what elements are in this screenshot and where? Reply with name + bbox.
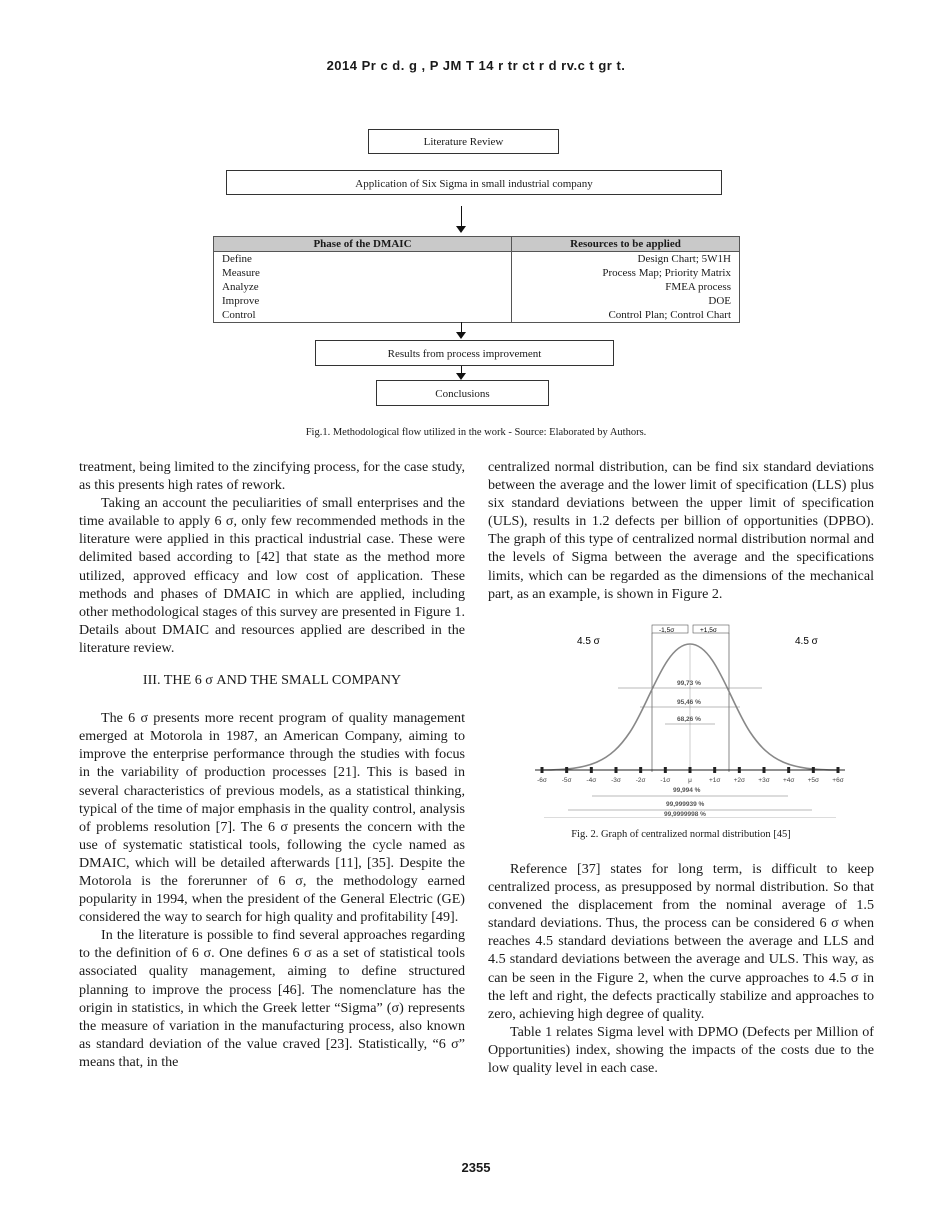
left-paragraph-2: Taking an account the peculiarities of small enterprises and the time available to apply 6 σ, only few recommended methods in the literature were applied in this practical industrial case. These were delimited based according to [42] that state as the method more utilized, approved efficacy and low cost of application. These methods and phases of DMAIC in which are applied, including other methodological stages of this survey are presented in Figure 1. Details about DMAIC and resources applied are described in the literature review. [79,495,465,656]
axis-tick [689,767,692,773]
table-row [214,252,740,267]
pct-9973-label: 99,73 % [677,680,701,687]
phase-cell: Analyze [214,280,512,294]
resources-cell: Process Map; Priority Matrix [512,266,740,280]
literature-review-label: Literature Review [423,136,504,148]
flow-arrow-3 [461,366,462,373]
application-label: Application of Six Sigma in small industrial company [355,178,593,190]
table-row [214,294,740,308]
axis-tick [787,767,790,773]
axis-tick [639,767,642,773]
right-paragraph-2: Reference [37] states for long term, is difficult to keep centralized process, as presupposed by normal distribution. So that convened the displacement from the nominal average of 1.5 standard deviations. Thus, the process can be considered 6 σ when reaches 4.5 standard deviations between the average and LLS and 4.5 standard deviations between the average and ULS. This way, as can be seen in the Figure 2, when the curve approaches to 4.5 σ in the left and right, the defects practically stabilize and approaches to zero, achieving high degree of quality. [488,861,874,1022]
table-row [214,280,740,294]
right-sigma-label: 4.5 σ [795,636,818,647]
right-paragraph-3: Table 1 relates Sigma level with DPMO (Defects per Million of Opportunities) index, showing the impacts of the costs due to the low quality level in each case. [488,1023,874,1077]
conclusions-box [376,380,549,406]
axis-tick-label: -3σ [611,777,621,784]
pct-6826-label: 68,26 % [677,716,701,723]
table-row [214,308,740,323]
results-label: Results from process improvement [387,348,542,360]
resources-cell: DOE [512,294,740,308]
left-paragraph-4: In the literature is possible to find several approaches regarding to the definition of 6 σ. One defines 6 σ as a set of statistical tools associated quality management, aiming to define structured planning to improve the process [46]. The nomenclature has the origin in statistics, in which the Greek letter “Sigma” (σ) represents the measure of variation in the manufacturing process, also known as standard deviation of the value craved [23]. Statistically, “6 σ” means that, in the [79,927,465,1070]
axis-tick-label: -1σ [660,777,671,784]
dmaic-table [213,236,740,323]
running-header: 2014 Pr c d. g , P JM T 14 r tr ct r d rv.c t gr t. [326,58,626,73]
shift-left-label: -1,5σ [659,627,675,634]
application-box [226,170,722,195]
right-column-bottom [488,860,874,1077]
axis-tick-label: +2σ [733,777,746,784]
left-paragraph-1: treatment, being limited to the zincifying process, for the case study, as this presents high rates of rework. [79,459,465,494]
left-paragraph-3: The 6 σ presents more recent program of quality management emerged at Motorola in 1987, an American Company, aiming to improve the enterprise performance through the studies with focus in the variability of production processes [21]. This is based in several characteristics of previous models, as a statistical thinking, typical of the time of major emphasis in the quality control, analysis of problems resolution [7]. The 6 σ presents the concern with the use of systematic statistical tools, following the cycle named as DMAIC, which will be detailed afterwards [11], [35]. Despite the Motorola is the forerunner of 6 σ, the methodology earned popularity in 1994, when the president of the General Electric (GE) considered the way to search for high quality and profitability [49]. [79,710,465,926]
flow-arrow-1 [461,206,462,226]
axis-tick-label: +6σ [832,777,844,784]
pct-9546-label: 95,46 % [677,699,701,706]
figure-2-normal-distribution [530,622,850,818]
left-column [79,458,465,1071]
table-row [214,266,740,280]
axis-tick-label: -6σ [537,777,547,784]
resources-cell: Control Plan; Control Chart [512,308,740,323]
axis-tick-label: -4σ [586,777,597,784]
phase-cell: Define [214,252,512,267]
axis-tick-label: +4σ [782,777,795,784]
pct-99994-label: 99,994 % [673,787,701,794]
phase-cell: Measure [214,266,512,280]
axis-tick [763,767,766,773]
axis-tick [541,767,544,773]
shift-right-label: +1,5σ [700,627,717,634]
axis-tick [738,767,741,773]
axis-tick-label: -2σ [635,777,646,784]
resources-cell: Design Chart; 5W1H [512,252,740,267]
axis-tick [565,767,568,773]
axis-tick-label: +1σ [708,777,721,784]
flow-arrowhead-2 [456,332,466,339]
literature-review-box [368,129,559,154]
axis-tick-label: μ [688,777,692,784]
results-box [315,340,614,366]
axis-tick-label: -5σ [561,777,572,784]
flow-arrowhead-3 [456,373,466,380]
axis-tick [590,767,593,773]
resources-cell: FMEA process [512,280,740,294]
axis-tick [664,767,667,773]
figure-2-caption: Fig. 2. Graph of centralized normal distribution [45] [571,829,791,840]
page-number: 2355 [461,1160,491,1175]
left-sigma-label: 4.5 σ [577,636,600,647]
axis-tick [713,767,716,773]
flow-arrow-2 [461,322,462,332]
figure-1-caption: Fig.1. Methodological flow utilized in the work - Source: Elaborated by Authors. [305,427,647,438]
flow-arrowhead-1 [456,226,466,233]
phase-cell: Improve [214,294,512,308]
phase-header: Phase of the DMAIC [214,237,512,252]
axis-tick-label: +3σ [758,777,770,784]
axis-tick [615,767,618,773]
axis-tick [837,767,840,773]
phase-cell: Control [214,308,512,323]
conclusions-label: Conclusions [435,388,490,400]
section-title: III. THE 6 σ AND THE SMALL COMPANY [142,672,402,689]
axis-tick [812,767,815,773]
resources-header: Resources to be applied [512,237,740,252]
axis-tick-label: +5σ [807,777,820,784]
dmaic-header-row [214,237,740,252]
pct-999999998-label: 99,9999998 % [664,811,706,818]
right-column-top [488,458,874,603]
right-paragraph-1: centralized normal distribution, can be find six standard deviations between the average and the lower limit of specification (LLS) plus six standard deviations between the upper limit of specification (ULS), results in 1.2 defects per billion of opportunities (DPBO). The graph of this type of centralized normal distribution normal and the levels of Sigma between the average and the specifications limits, which can be regarded as the dimensions of the mechanical part, as an example, is shown in Figure 2. [488,459,874,602]
pct-99999939-label: 99,999939 % [666,801,705,808]
